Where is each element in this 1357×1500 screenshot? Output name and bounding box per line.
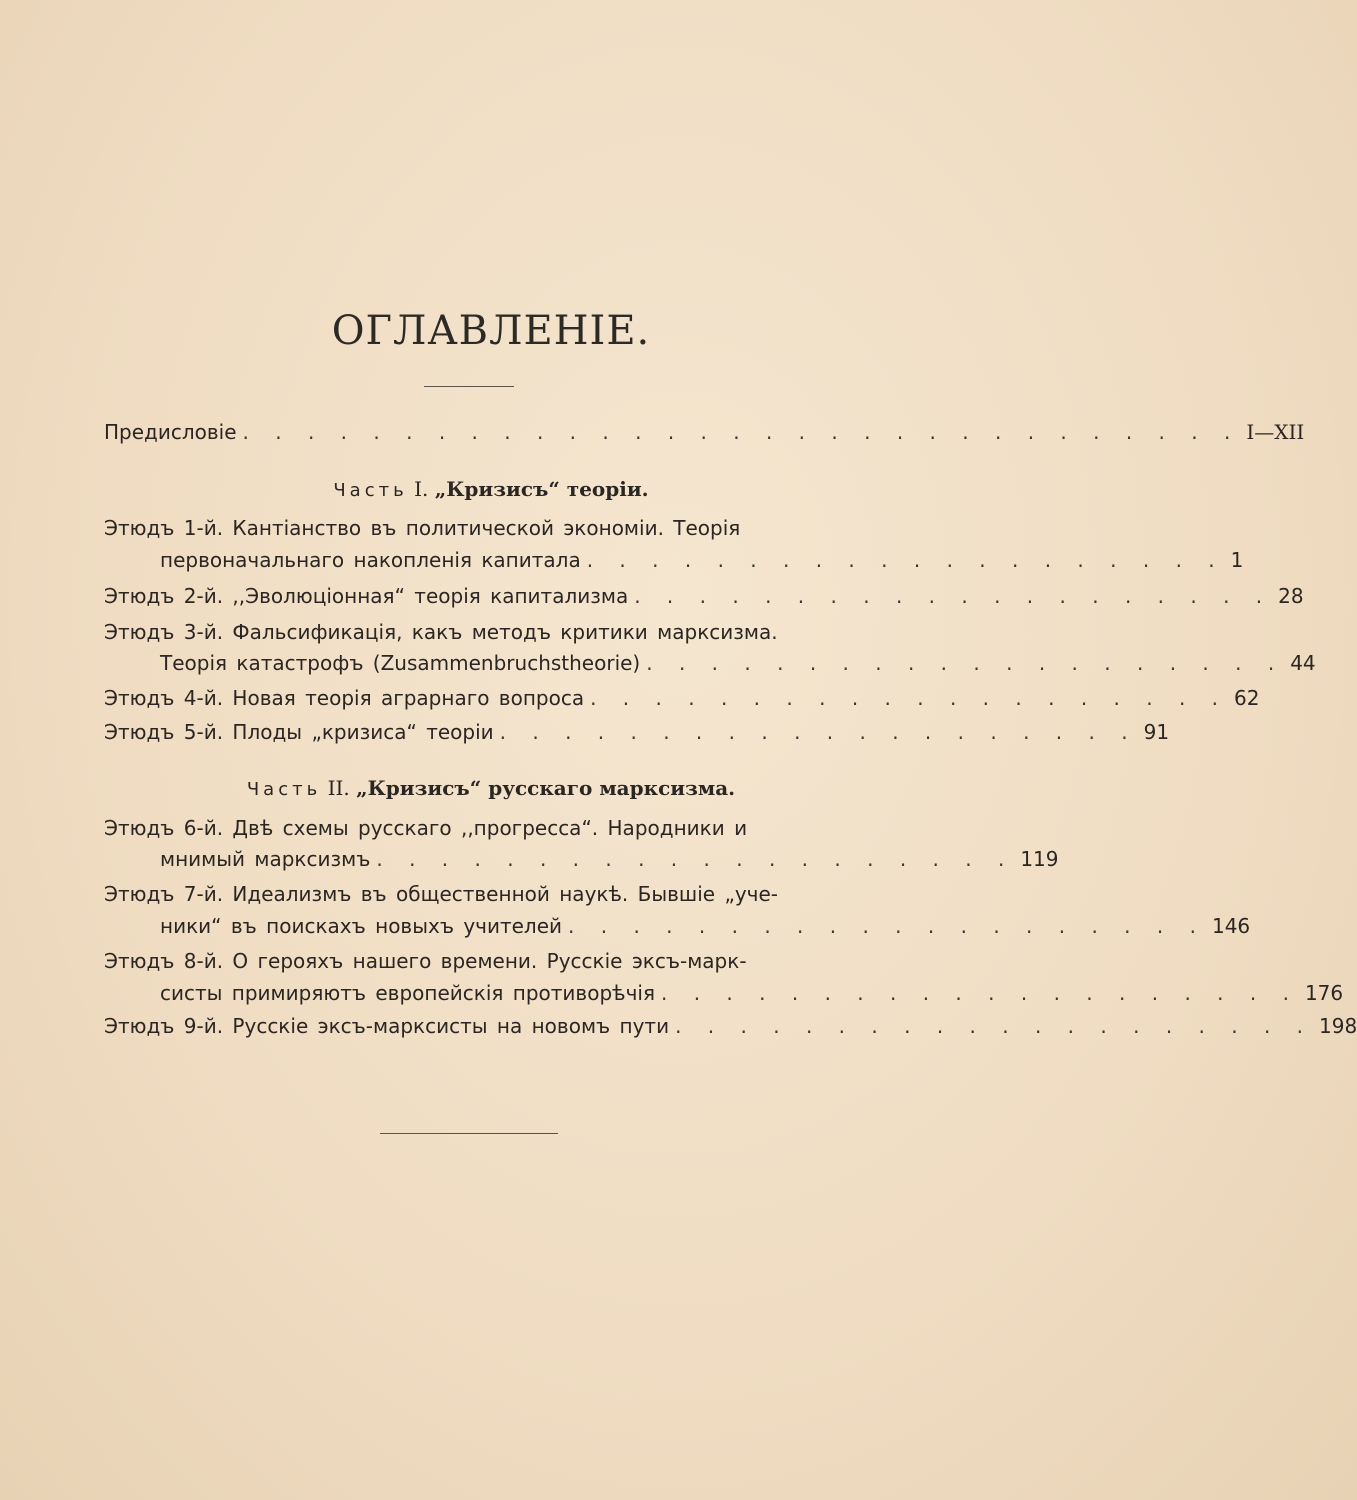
toc-preface-pages: I—XII <box>1246 420 1305 444</box>
part-number: II. <box>327 776 350 800</box>
toc-entry-page: 146 <box>1211 914 1251 938</box>
toc-entry <box>104 880 831 908</box>
toc-entry-page: 44 <box>1290 651 1316 675</box>
toc-entry-line1: Этюдъ 1-й. Кантіанство въ политической экономіи. Теорія <box>104 516 741 540</box>
leader-dots: . . . . . . . . . . . . . . . . . . . . <box>675 1014 1314 1038</box>
toc-entry-line1: Этюдъ 7-й. Идеализмъ въ общественной наукѣ. Бывшіе „уче- <box>104 882 778 906</box>
part-heading-1 <box>0 475 982 505</box>
toc-entry <box>104 684 1260 712</box>
toc-entry-line1: Этюдъ 9-й. Русскіе эксъ-марксисты на новомъ пути <box>104 1014 670 1038</box>
toc-entry-continuation <box>160 649 1316 677</box>
toc-entry <box>104 618 831 646</box>
toc-entry-page: 28 <box>1278 584 1304 608</box>
part-title: „Кризисъ“ русскаго марксизма. <box>356 776 736 800</box>
toc-entry-line2: первоначальнаго накопленія капитала <box>160 548 581 572</box>
toc-entry-continuation <box>160 912 1251 940</box>
toc-entry-page: 119 <box>1020 847 1059 871</box>
closing-divider <box>380 1133 558 1134</box>
part-heading-2 <box>0 774 982 804</box>
toc-entry-page: 1 <box>1230 548 1244 572</box>
part-label: Часть <box>246 779 322 800</box>
part-number: I. <box>414 477 429 501</box>
toc-entry-line2: систы примиряютъ европейскія противорѣчія <box>160 981 655 1005</box>
part-title: „Кризисъ“ теоріи. <box>434 477 649 501</box>
toc-entry-page: 198 <box>1319 1014 1357 1038</box>
toc-preface <box>104 418 1305 446</box>
leader-dots: . . . . . . . . . . . . . . . . . . . . <box>661 981 1299 1005</box>
toc-entry-line1: Этюдъ 5-й. Плоды „кризиса“ теоріи <box>104 720 494 744</box>
title-divider <box>424 386 514 387</box>
toc-entry-continuation <box>160 546 1244 574</box>
toc-entry-line1: Этюдъ 3-й. Фальсификація, какъ методъ критики марксизма. <box>104 620 778 644</box>
leader-dots: . . . . . . . . . . . . . . . . . . . . . . . . . . . . . . . <box>242 420 1241 444</box>
toc-entry-line1: Этюдъ 8-й. О герояхъ нашего времени. Русскіе эксъ-марк- <box>104 949 747 973</box>
toc-entry-continuation <box>160 845 1059 873</box>
toc-entry-line2: мнимый марксизмъ <box>160 847 371 871</box>
part-label: Часть <box>333 480 408 501</box>
toc-entry-line1: Этюдъ 6-й. Двѣ схемы русскаго ,,прогресса“. Народники и <box>104 816 748 840</box>
toc-entry-line2: ники“ въ поискахъ новыхъ учителей <box>160 914 563 938</box>
leader-dots: . . . . . . . . . . . . . . . . . . . . <box>499 720 1138 744</box>
leader-dots: . . . . . . . . . . . . . . . . . . . . <box>376 847 1015 871</box>
toc-preface-label: Предисловіе <box>104 420 237 444</box>
toc-entry <box>104 1012 1357 1040</box>
toc-entry-line1: Этюдъ 4-й. Новая теорія аграрнаго вопроса <box>104 686 585 710</box>
toc-entry <box>104 582 1304 610</box>
leader-dots: . . . . . . . . . . . . . . . . . . . . <box>590 686 1229 710</box>
page-title: ОГЛАВЛЕНІЕ. <box>331 308 651 354</box>
toc-entry <box>104 814 831 842</box>
toc-entry <box>104 947 831 975</box>
toc-entry-page: 91 <box>1143 720 1170 744</box>
toc-entry-page: 176 <box>1304 981 1344 1005</box>
leader-dots: . . . . . . . . . . . . . . . . . . . . <box>586 548 1225 572</box>
leader-dots: . . . . . . . . . . . . . . . . . . . . <box>634 584 1273 608</box>
toc-entry-page: 62 <box>1234 686 1260 710</box>
toc-entry <box>104 514 831 542</box>
toc-entry-continuation <box>160 979 1344 1007</box>
toc-entry-line1: Этюдъ 2-й. ,,Эволюціонная“ теорія капитализма <box>104 584 629 608</box>
toc-entry-line2: Теорія катастрофъ (Zusammenbruchstheorie) <box>160 651 641 675</box>
leader-dots: . . . . . . . . . . . . . . . . . . . . <box>568 914 1206 938</box>
toc-entry <box>104 718 1170 746</box>
leader-dots: . . . . . . . . . . . . . . . . . . . . <box>646 651 1285 675</box>
